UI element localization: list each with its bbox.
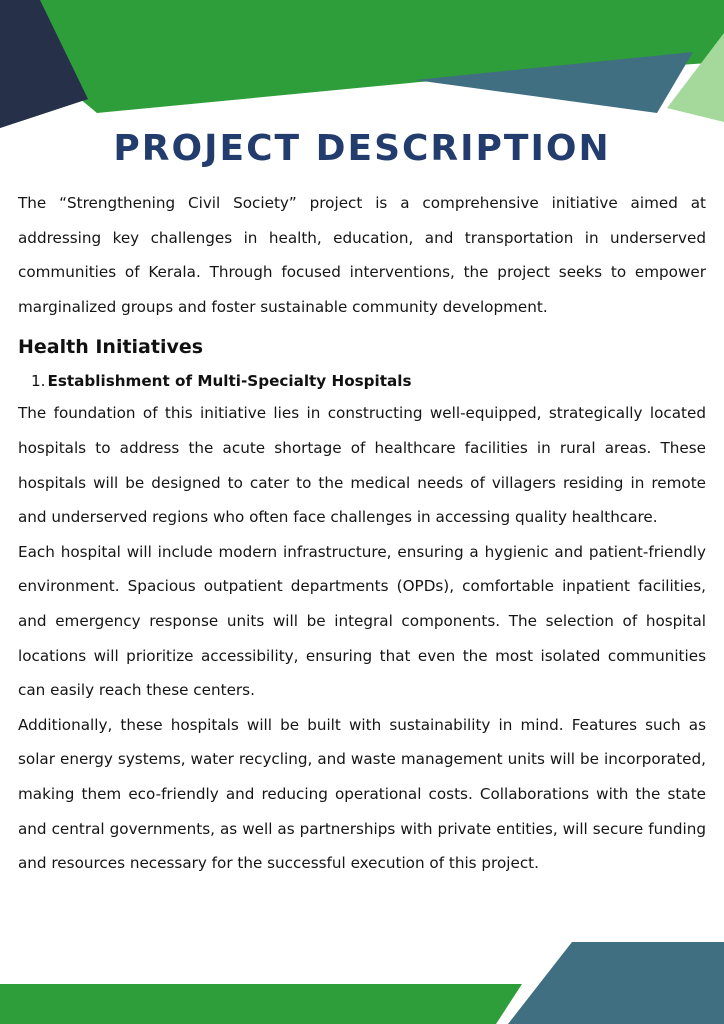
body-paragraph: Additionally, these hospitals will be built with sustainability in mind. Features such as solar energy systems, water recycling, and waste management units will be incorporated, making them eco-friendly and reducing operational costs. Collaborations with the state and central governments, as well as partnerships with private entities, will secure funding and resources necessary for the successful execution of this project.	[18, 715, 706, 873]
intro-paragraph: The “Strengthening Civil Society” project is a comprehensive initiative aimed at addressing key challenges in health, education, and transportation in underserved communities of Kerala. Through focused interventions, the project seeks to empower marginalized groups and foster sustainable community development.	[18, 194, 706, 316]
top-banner-decoration	[0, 0, 724, 140]
numbered-list-item	[31, 368, 706, 394]
document-body	[18, 186, 706, 881]
bottom-green-band	[0, 984, 522, 1024]
body-paragraph: The foundation of this initiative lies in constructing well-equipped, strategically located hospitals to address the acute shortage of healthcare facilities in rural areas. These hospitals will be designed to cater to the medical needs of villagers residing in remote and underserved regions who often face challenges in accessing quality healthcare.	[18, 404, 706, 527]
bottom-teal-band	[508, 942, 724, 1024]
page-title: PROJECT DESCRIPTION	[113, 128, 611, 169]
bottom-banner-decoration	[0, 940, 724, 1024]
section-heading-health: Health Initiatives	[18, 336, 204, 359]
list-item-number: 1.	[31, 372, 46, 391]
body-paragraph: Each hospital will include modern infrastructure, ensuring a hygienic and patient-friendly environment. Spacious outpatient departments (OPDs), comfortable inpatient facilities, and emergency response units will be integral components. The selection of hospital locations will prioritize accessibility, ensuring that even the most isolated communities can easily reach these centers.	[18, 542, 706, 700]
list-item-title: Establishment of Multi-Specialty Hospitals	[47, 372, 412, 391]
